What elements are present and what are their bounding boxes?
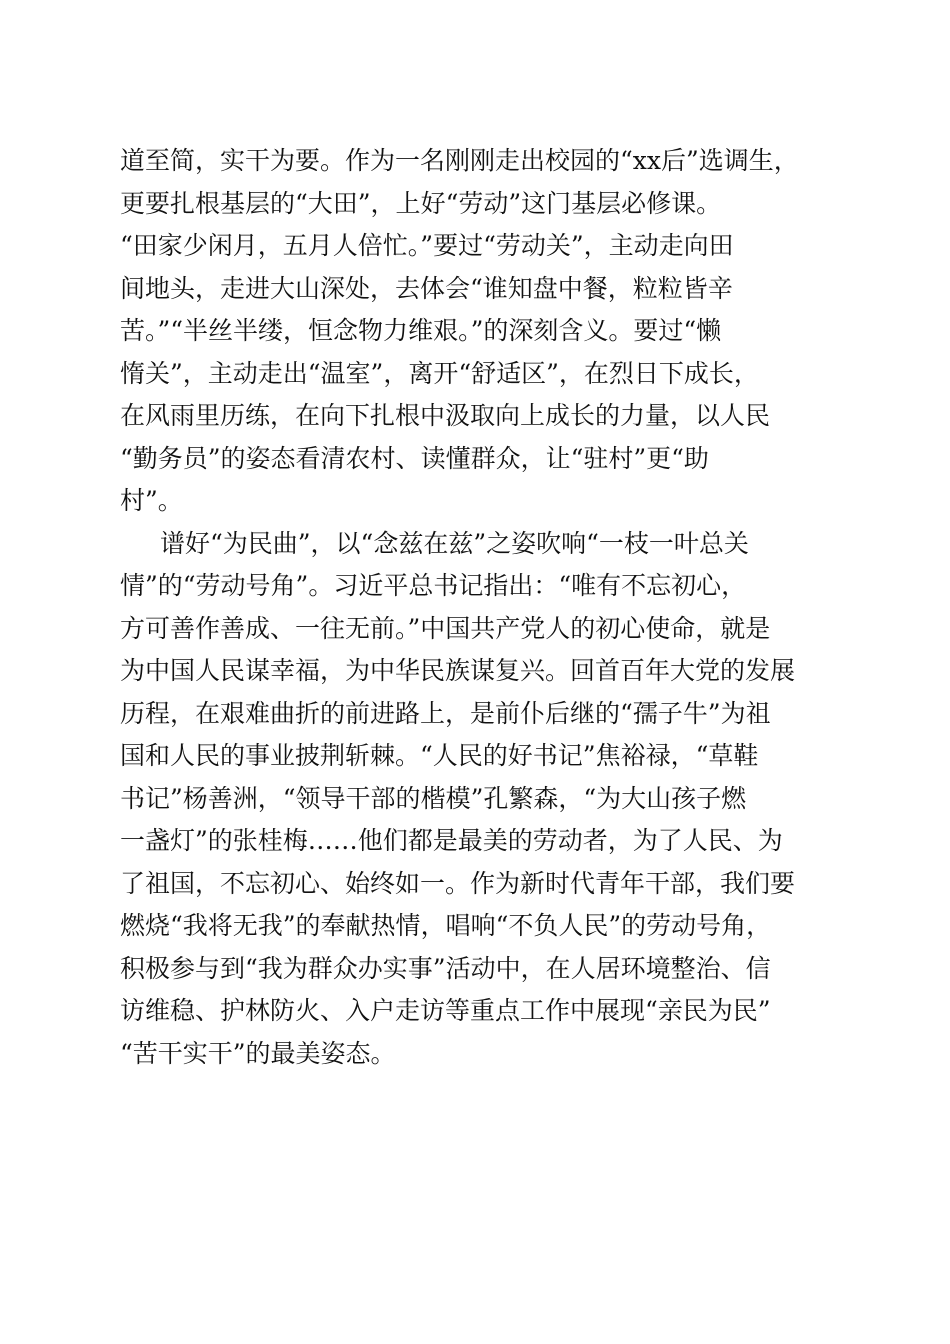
text-line: 在风雨里历练，在向下扎根中汲取向上成长的力量，以人民	[120, 401, 771, 430]
text-line: 了祖国，不忘初心、始终如一。作为新时代青年干部，我们要	[120, 868, 796, 898]
text-line: 国和人民的事业披荆斩棘。“人民的好书记”焦裕禄，“草鞋	[120, 741, 759, 770]
text-line: “苦干实干”的最美姿态。	[120, 1038, 396, 1068]
text-line: 苦。”“半丝半缕，恒念物力维艰。”的深刻含义。要过“懒	[120, 316, 722, 345]
text-line: 历程，在艰难曲折的前进路上，是前仆后继的“孺子牛”为祖	[120, 698, 771, 728]
text-line: 道至简，实干为要。作为一名刚刚走出校园的“xx后”选调生，	[120, 146, 799, 175]
text-line: 惰关”，主动走出“温室”，离开“舒适区”，在烈日下成长，	[120, 358, 759, 388]
text-line: 间地头，走进大山深处，去体会“谁知盘中餐，粒粒皆辛	[120, 273, 733, 303]
paragraph-2	[120, 523, 832, 1076]
text-line: 更要扎根基层的“大田”，上好“劳动”这门基层必修课。	[120, 188, 722, 218]
text-line: 燃烧“我将无我”的奉献热情，唱响“不负人民”的劳动号角，	[120, 911, 772, 940]
text-line: 积极参与到“我为群众办实事”活动中，在人居环境整治、信	[120, 953, 771, 983]
document-body	[120, 140, 832, 1075]
paragraph-1	[120, 140, 832, 523]
text-line: 村”。	[120, 486, 183, 515]
text-line: 一盏灯”的张桂梅……他们都是最美的劳动者，为了人民、为	[120, 826, 783, 855]
text-line: 为中国人民谋幸福，为中华民族谋复兴。回首百年大党的发展	[120, 656, 796, 685]
text-line: 方可善作善成、一往无前。”中国共产党人的初心使命，就是	[120, 613, 771, 643]
text-line: 访维稳、护林防火、入户走访等重点工作中展现“亲民为民”	[120, 996, 771, 1025]
text-line: 情”的“劳动号角”。习近平总书记指出：“唯有不忘初心，	[120, 571, 747, 600]
text-line: “勤务员”的姿态看清农村、读懂群众，让“驻村”更“助	[120, 443, 709, 473]
text-line: “田家少闲月，五月人倍忙。”要过“劳动关”，主动走向田	[120, 231, 734, 260]
text-line: 谱好“为民曲”，以“念兹在兹”之姿吹响“一枝一叶总关	[160, 528, 749, 558]
text-line: 书记”杨善洲，“领导干部的楷模”孔繁森，“为大山孩子燃	[120, 783, 747, 813]
